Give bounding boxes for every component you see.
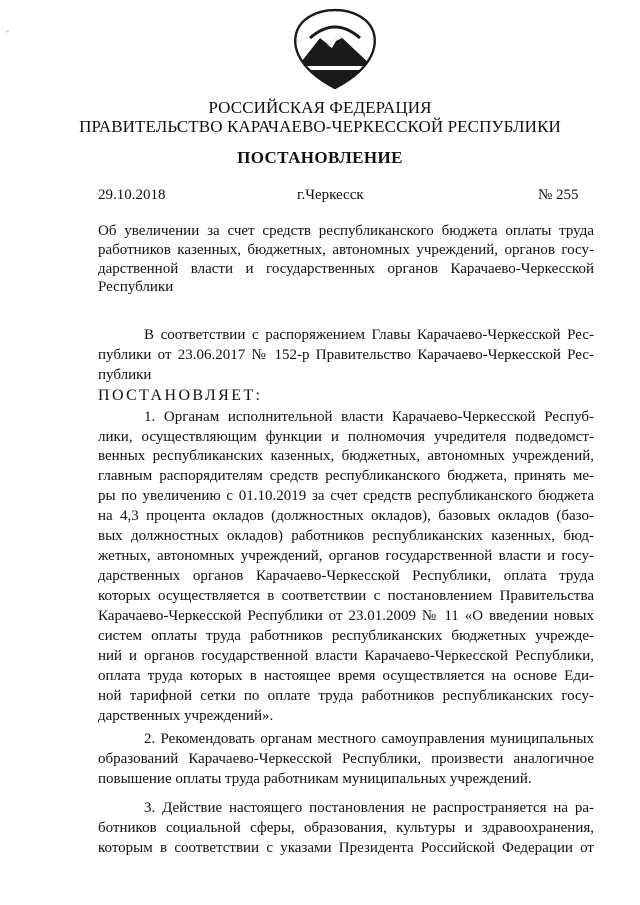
subject-line: работников казенных, бюджетных, автономных учреждений, органов госу- bbox=[98, 242, 594, 258]
item1-line: ной тарифной сетки по оплате труда работников республиканских госу- bbox=[98, 688, 594, 704]
item3-line: 3. Действие настоящего постановления не распространяется на ра- bbox=[144, 800, 594, 816]
document-title: ПОСТАНОВЛЕНИЕ bbox=[237, 148, 403, 167]
document-number: № 255 bbox=[538, 187, 579, 203]
item1-line: жетных, автономных учреждений, органов государственной власти и госу- bbox=[98, 548, 594, 564]
header-government: ПРАВИТЕЛЬСТВО КАРАЧАЕВО-ЧЕРКЕССКОЙ РЕСПУБЛИКИ bbox=[79, 117, 561, 136]
preamble-line: публики bbox=[98, 367, 152, 383]
item1-line: на 4,3 процента окладов (должностных окладов), базовых окладов (базо- bbox=[98, 508, 594, 524]
preamble-line: В соответствии с распоряжением Главы Карачаево-Черкесской Рес- bbox=[144, 327, 594, 343]
item1-line: оплата труда которых в настоящее время осуществляется на основе Еди- bbox=[98, 668, 594, 684]
document-date: 29.10.2018 bbox=[98, 187, 166, 203]
item1-line: ний и органов государственной власти Карачаево-Черкесской Республики, bbox=[98, 648, 594, 664]
subject-line: Республики bbox=[98, 279, 174, 295]
item1-line: дарственных учреждений». bbox=[98, 708, 274, 724]
item2-line: повышение оплаты труда работникам муниципальных учреждений. bbox=[98, 771, 532, 787]
item3-line: которым в соответствии с указами Президента Российской Федерации от bbox=[98, 840, 594, 856]
margin-mark: - bbox=[6, 26, 9, 36]
item1-line: которых осуществляется в соответствии с постановлением Правительства bbox=[98, 588, 594, 604]
header-country: РОССИЙСКАЯ ФЕДЕРАЦИЯ bbox=[208, 98, 432, 117]
item1-line: главным распорядителям средств республиканского бюджета, принять ме- bbox=[98, 468, 594, 484]
coat-of-arms-emblem bbox=[290, 8, 380, 90]
document-city: г.Черкесск bbox=[297, 187, 364, 203]
item1-line: лики, осуществляющим функции и полномочия учредителя подведомст- bbox=[98, 429, 594, 445]
subject-line: дарственной власти и государственных органов Карачаево-Черкесской bbox=[98, 261, 594, 277]
item2-line: 2. Рекомендовать органам местного самоуправления муниципальных bbox=[144, 731, 594, 747]
item1-line: систем оплаты труда работников республиканских бюджетных учрежде- bbox=[98, 628, 594, 644]
subject-line: Об увеличении за счет средств республиканского бюджета оплаты труда bbox=[98, 223, 594, 239]
item1-line: 1. Органам исполнительной власти Карачаево-Черкесской Респуб- bbox=[144, 409, 594, 425]
item2-line: образований Карачаево-Черкесской Республики, произвести аналогичное bbox=[98, 751, 594, 767]
item3-line: ботников социальной сферы, образования, культуры и здравоохранения, bbox=[98, 820, 594, 836]
item1-line: вых должностных окладов) работников республиканских казенных, бюд- bbox=[98, 528, 594, 544]
item1-line: Карачаево-Черкесской Республики от 23.01.2009 № 11 «О введении новых bbox=[98, 608, 594, 624]
item1-line: венных республиканских казенных, бюджетных, автономных учреждений, bbox=[98, 448, 594, 464]
resolves-heading: ПОСТАНОВЛЯЕТ: bbox=[98, 387, 263, 404]
item1-line: ры по увеличению с 01.10.2019 за счет средств республиканского бюджета bbox=[98, 488, 594, 504]
item1-line: дарственных органов Карачаево-Черкесской Республики, оплата труда bbox=[98, 568, 594, 584]
preamble-line: публики от 23.06.2017 № 152-р Правительство Карачаево-Черкесской Рес- bbox=[98, 347, 594, 363]
